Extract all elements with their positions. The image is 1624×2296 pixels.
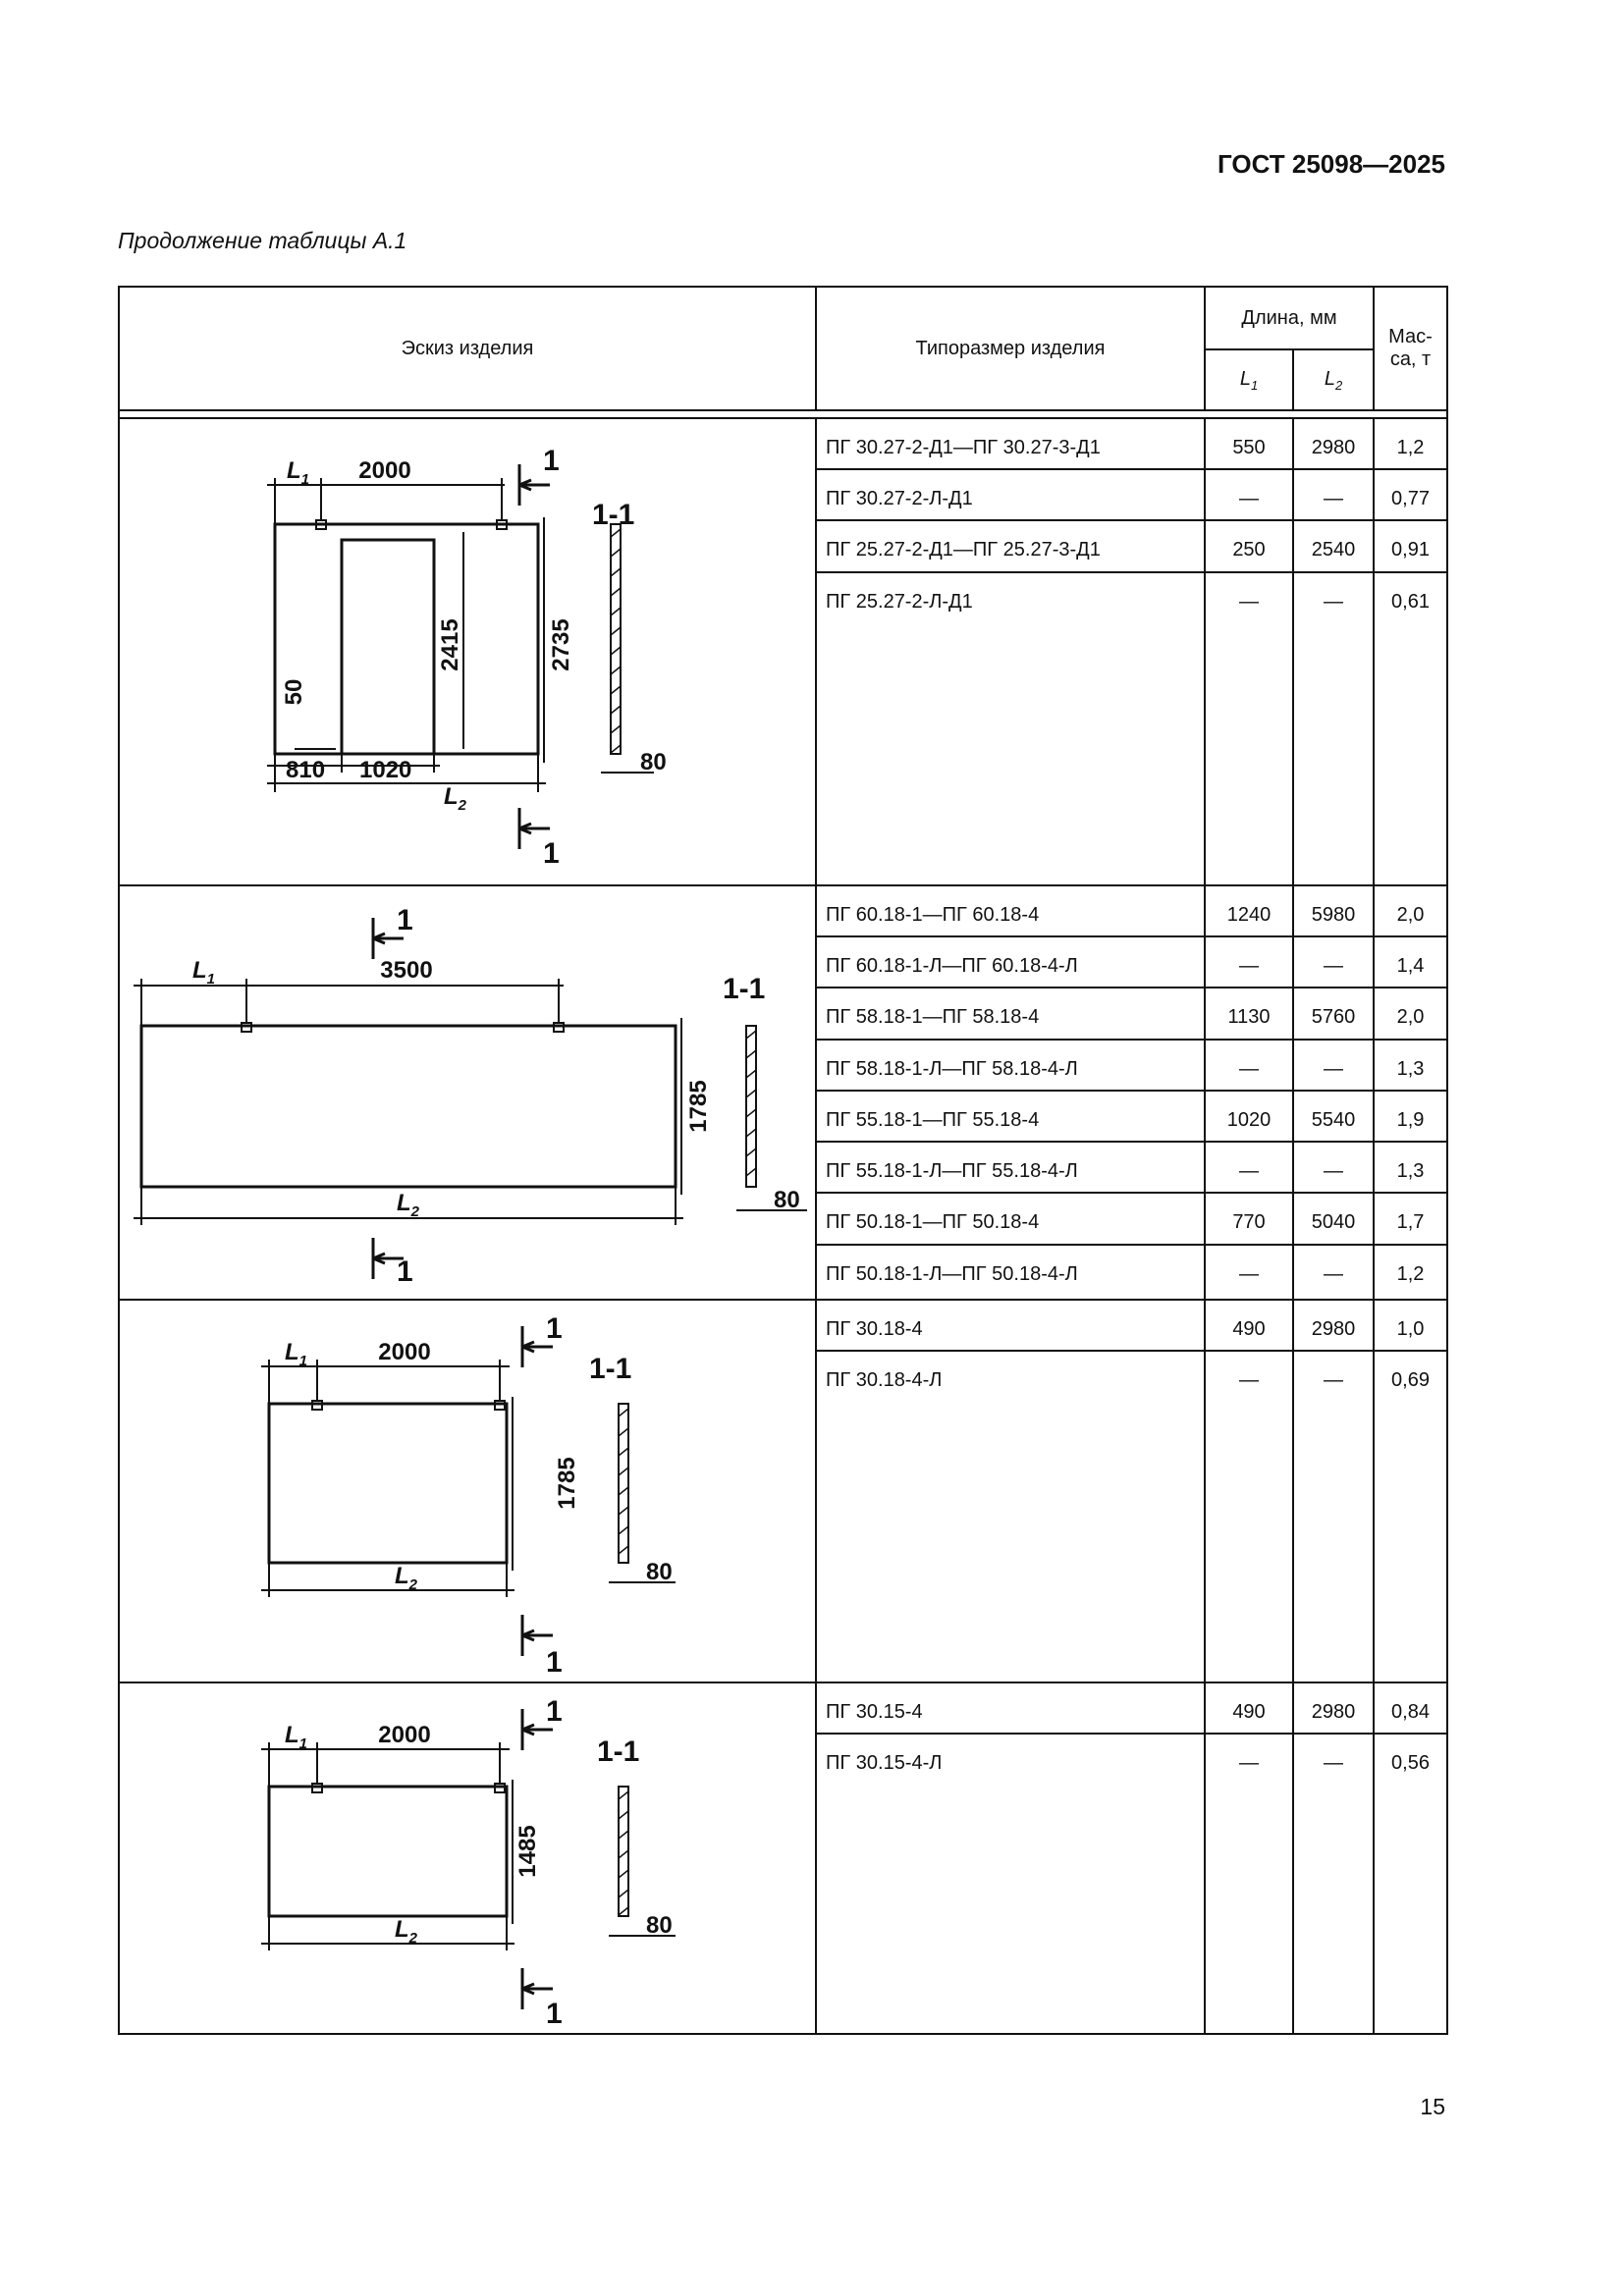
l1-cell: —: [1205, 1245, 1293, 1300]
l1-header-subscript: 1: [1250, 377, 1259, 393]
dim-height: 1785: [554, 1457, 580, 1510]
table-row: [119, 418, 1447, 469]
label-l1-sub: 1: [300, 471, 310, 488]
l1-cell: 770: [1205, 1193, 1293, 1244]
label-l2: [397, 1190, 420, 1220]
section-label: 1-1: [589, 1353, 632, 1385]
l1-cell: —: [1205, 1142, 1293, 1193]
mass-cell: 1,0: [1374, 1300, 1447, 1351]
label-l1-sub: 1: [206, 971, 216, 988]
label-l2-sub: 2: [458, 797, 467, 814]
l2-header: [1293, 349, 1374, 410]
l2-cell: —: [1293, 1040, 1374, 1091]
section-hatch: [746, 1031, 756, 1176]
label-l2-letter: L: [395, 1916, 409, 1943]
label-l1-sub: 1: [298, 1735, 308, 1752]
length-header: Длина, мм: [1205, 287, 1374, 349]
dim-height: 1485: [514, 1825, 541, 1878]
type-size-cell: ПГ 30.27-2-Д1—ПГ 30.27-3-Д1: [816, 418, 1205, 469]
type-size-cell: ПГ 50.18-1-Л—ПГ 50.18-4-Л: [816, 1245, 1205, 1300]
mass-cell: 2,0: [1374, 885, 1447, 936]
cut-label-top: 1: [543, 445, 560, 477]
mass-cell: 0,56: [1374, 1734, 1447, 2034]
cut-label-bottom: 1: [543, 837, 560, 870]
l2-header-subscript: 2: [1334, 377, 1343, 393]
sketch-cell-3: [119, 1300, 816, 1682]
label-l2-sub: 2: [410, 1203, 420, 1220]
panel-outline: [269, 1404, 507, 1563]
label-l1-letter: L: [287, 457, 301, 484]
label-l1-sub: 1: [298, 1353, 308, 1369]
label-l1: [285, 1722, 307, 1752]
sketch-short-panel: [120, 1683, 817, 2033]
dim-thickness: 80: [646, 1912, 673, 1939]
l2-cell: —: [1293, 936, 1374, 988]
mass-cell: 1,7: [1374, 1193, 1447, 1244]
sketch-door-panel: [120, 419, 817, 884]
header-row: [119, 287, 1447, 349]
dim-door-width: 1020: [359, 757, 412, 783]
sketch-cell-4: [119, 1682, 816, 2034]
label-l1: [287, 457, 309, 488]
l2-header-letter: L: [1324, 367, 1335, 390]
mass-cell: 0,61: [1374, 572, 1447, 885]
l2-cell: 5760: [1293, 988, 1374, 1039]
header-separator-cell: [119, 410, 1447, 418]
type-size-cell: ПГ 55.18-1—ПГ 55.18-4: [816, 1091, 1205, 1142]
dim-top: 3500: [380, 957, 433, 984]
mass-cell: 1,2: [1374, 418, 1447, 469]
page-number: 15: [1420, 2094, 1445, 2119]
type-size-cell: ПГ 25.27-2-Д1—ПГ 25.27-3-Д1: [816, 520, 1205, 571]
dim-height: 1785: [685, 1080, 712, 1133]
label-l2-letter: L: [397, 1190, 411, 1216]
label-l1: [285, 1339, 307, 1369]
l2-cell: —: [1293, 1142, 1374, 1193]
label-l2: [444, 783, 467, 814]
type-size-cell: ПГ 55.18-1-Л—ПГ 55.18-4-Л: [816, 1142, 1205, 1193]
table-row: [119, 1682, 1447, 1734]
panel-outline: [141, 1026, 676, 1187]
type-size-cell: ПГ 30.18-4-Л: [816, 1351, 1205, 1682]
mass-cell: 0,84: [1374, 1682, 1447, 1734]
l2-cell: —: [1293, 572, 1374, 885]
l1-cell: 1020: [1205, 1091, 1293, 1142]
l1-cell: —: [1205, 1351, 1293, 1682]
l1-cell: 250: [1205, 520, 1293, 571]
panel-outline: [275, 524, 538, 754]
cut-label-bottom: 1: [546, 1998, 563, 2030]
mass-cell: 1,3: [1374, 1040, 1447, 1091]
type-size-cell: ПГ 58.18-1—ПГ 58.18-4: [816, 988, 1205, 1039]
type-size-cell: ПГ 30.18-4: [816, 1300, 1205, 1351]
dim-left: 810: [286, 757, 326, 783]
dim-top: 2000: [378, 1339, 431, 1365]
mass-cell: 1,2: [1374, 1245, 1447, 1300]
l2-cell: —: [1293, 1351, 1374, 1682]
header-separator: [119, 410, 1447, 418]
l1-cell: 1130: [1205, 988, 1293, 1039]
l2-cell: 2540: [1293, 520, 1374, 571]
type-size-cell: ПГ 30.15-4-Л: [816, 1734, 1205, 2034]
l2-cell: 5040: [1293, 1193, 1374, 1244]
cut-label-top: 1: [397, 904, 413, 936]
label-l2-sub: 2: [408, 1576, 418, 1593]
section-hatch: [619, 1791, 628, 1915]
type-size-cell: ПГ 60.18-1-Л—ПГ 60.18-4-Л: [816, 936, 1205, 988]
mass-cell: 0,77: [1374, 469, 1447, 520]
standard-title: ГОСТ 25098—2025: [1218, 149, 1445, 179]
dim-top: 2000: [378, 1722, 431, 1748]
l2-cell: —: [1293, 469, 1374, 520]
section-profile: [619, 1404, 628, 1563]
type-size-cell: ПГ 30.27-2-Л-Д1: [816, 469, 1205, 520]
label-l2-sub: 2: [408, 1930, 418, 1947]
product-table: [118, 286, 1448, 2035]
table-continuation-caption: Продолжение таблицы А.1: [118, 228, 407, 253]
section-profile: [611, 524, 621, 754]
sketch-cell-2: [119, 885, 816, 1300]
l1-cell: 1240: [1205, 885, 1293, 936]
l1-header-letter: L: [1239, 367, 1251, 390]
dim-door-height: 2415: [437, 618, 463, 671]
type-size-cell: ПГ 25.27-2-Л-Д1: [816, 572, 1205, 885]
l2-cell: 5540: [1293, 1091, 1374, 1142]
label-l2-letter: L: [395, 1563, 409, 1589]
mass-cell: 1,9: [1374, 1091, 1447, 1142]
l2-cell: 5980: [1293, 885, 1374, 936]
l1-cell: 490: [1205, 1682, 1293, 1734]
mass-header: Мас- са, т: [1374, 287, 1447, 410]
mass-cell: 0,69: [1374, 1351, 1447, 1682]
l1-cell: 490: [1205, 1300, 1293, 1351]
section-label: 1-1: [597, 1735, 640, 1768]
type-size-cell: ПГ 60.18-1—ПГ 60.18-4: [816, 885, 1205, 936]
section-hatch: [619, 1409, 628, 1554]
label-l2-letter: L: [444, 783, 459, 810]
l1-cell: —: [1205, 936, 1293, 988]
dim-height: 2735: [548, 618, 574, 671]
mass-cell: 0,91: [1374, 520, 1447, 571]
label-l2: [395, 1916, 418, 1947]
type-size-cell: ПГ 30.15-4: [816, 1682, 1205, 1734]
type-size-cell: ПГ 58.18-1-Л—ПГ 58.18-4-Л: [816, 1040, 1205, 1091]
section-hatch: [611, 529, 621, 753]
dim-thickness: 80: [646, 1559, 673, 1585]
dim-offset: 50: [281, 678, 307, 706]
table-row: [119, 885, 1447, 936]
cut-label-bottom: 1: [397, 1255, 413, 1288]
label-l1-letter: L: [285, 1339, 299, 1365]
dim-thickness: 80: [774, 1187, 800, 1213]
label-l1-letter: L: [285, 1722, 299, 1748]
section-label: 1-1: [723, 973, 766, 1005]
l2-cell: 2980: [1293, 1682, 1374, 1734]
label-l1-letter: L: [192, 957, 207, 984]
cut-label-bottom: 1: [546, 1646, 563, 1679]
l1-cell: —: [1205, 1734, 1293, 2034]
label-l1: [192, 957, 215, 988]
sketch-cell-1: [119, 418, 816, 885]
cut-label-top: 1: [546, 1695, 563, 1728]
sketch-header: Эскиз изделия: [119, 287, 816, 410]
panel-outline: [269, 1787, 507, 1916]
section-profile: [746, 1026, 756, 1187]
l1-cell: 550: [1205, 418, 1293, 469]
mass-cell: 2,0: [1374, 988, 1447, 1039]
type-size-header: Типоразмер изделия: [816, 287, 1205, 410]
l1-header: [1205, 349, 1293, 410]
type-size-cell: ПГ 50.18-1—ПГ 50.18-4: [816, 1193, 1205, 1244]
cut-label-top: 1: [546, 1312, 563, 1345]
section-label: 1-1: [592, 499, 635, 531]
mass-cell: 1,4: [1374, 936, 1447, 988]
dim-top: 2000: [358, 457, 411, 484]
dim-thickness: 80: [640, 749, 667, 775]
l1-cell: —: [1205, 572, 1293, 885]
sketch-medium-panel: [120, 1301, 817, 1682]
l2-cell: 2980: [1293, 418, 1374, 469]
sketch-long-panel: [120, 886, 817, 1299]
door-opening: [342, 540, 434, 754]
mass-cell: 1,3: [1374, 1142, 1447, 1193]
l2-cell: —: [1293, 1734, 1374, 2034]
l2-cell: 2980: [1293, 1300, 1374, 1351]
label-l2: [395, 1563, 418, 1593]
l2-cell: —: [1293, 1245, 1374, 1300]
l1-cell: —: [1205, 469, 1293, 520]
table-row: [119, 1300, 1447, 1351]
l1-cell: —: [1205, 1040, 1293, 1091]
